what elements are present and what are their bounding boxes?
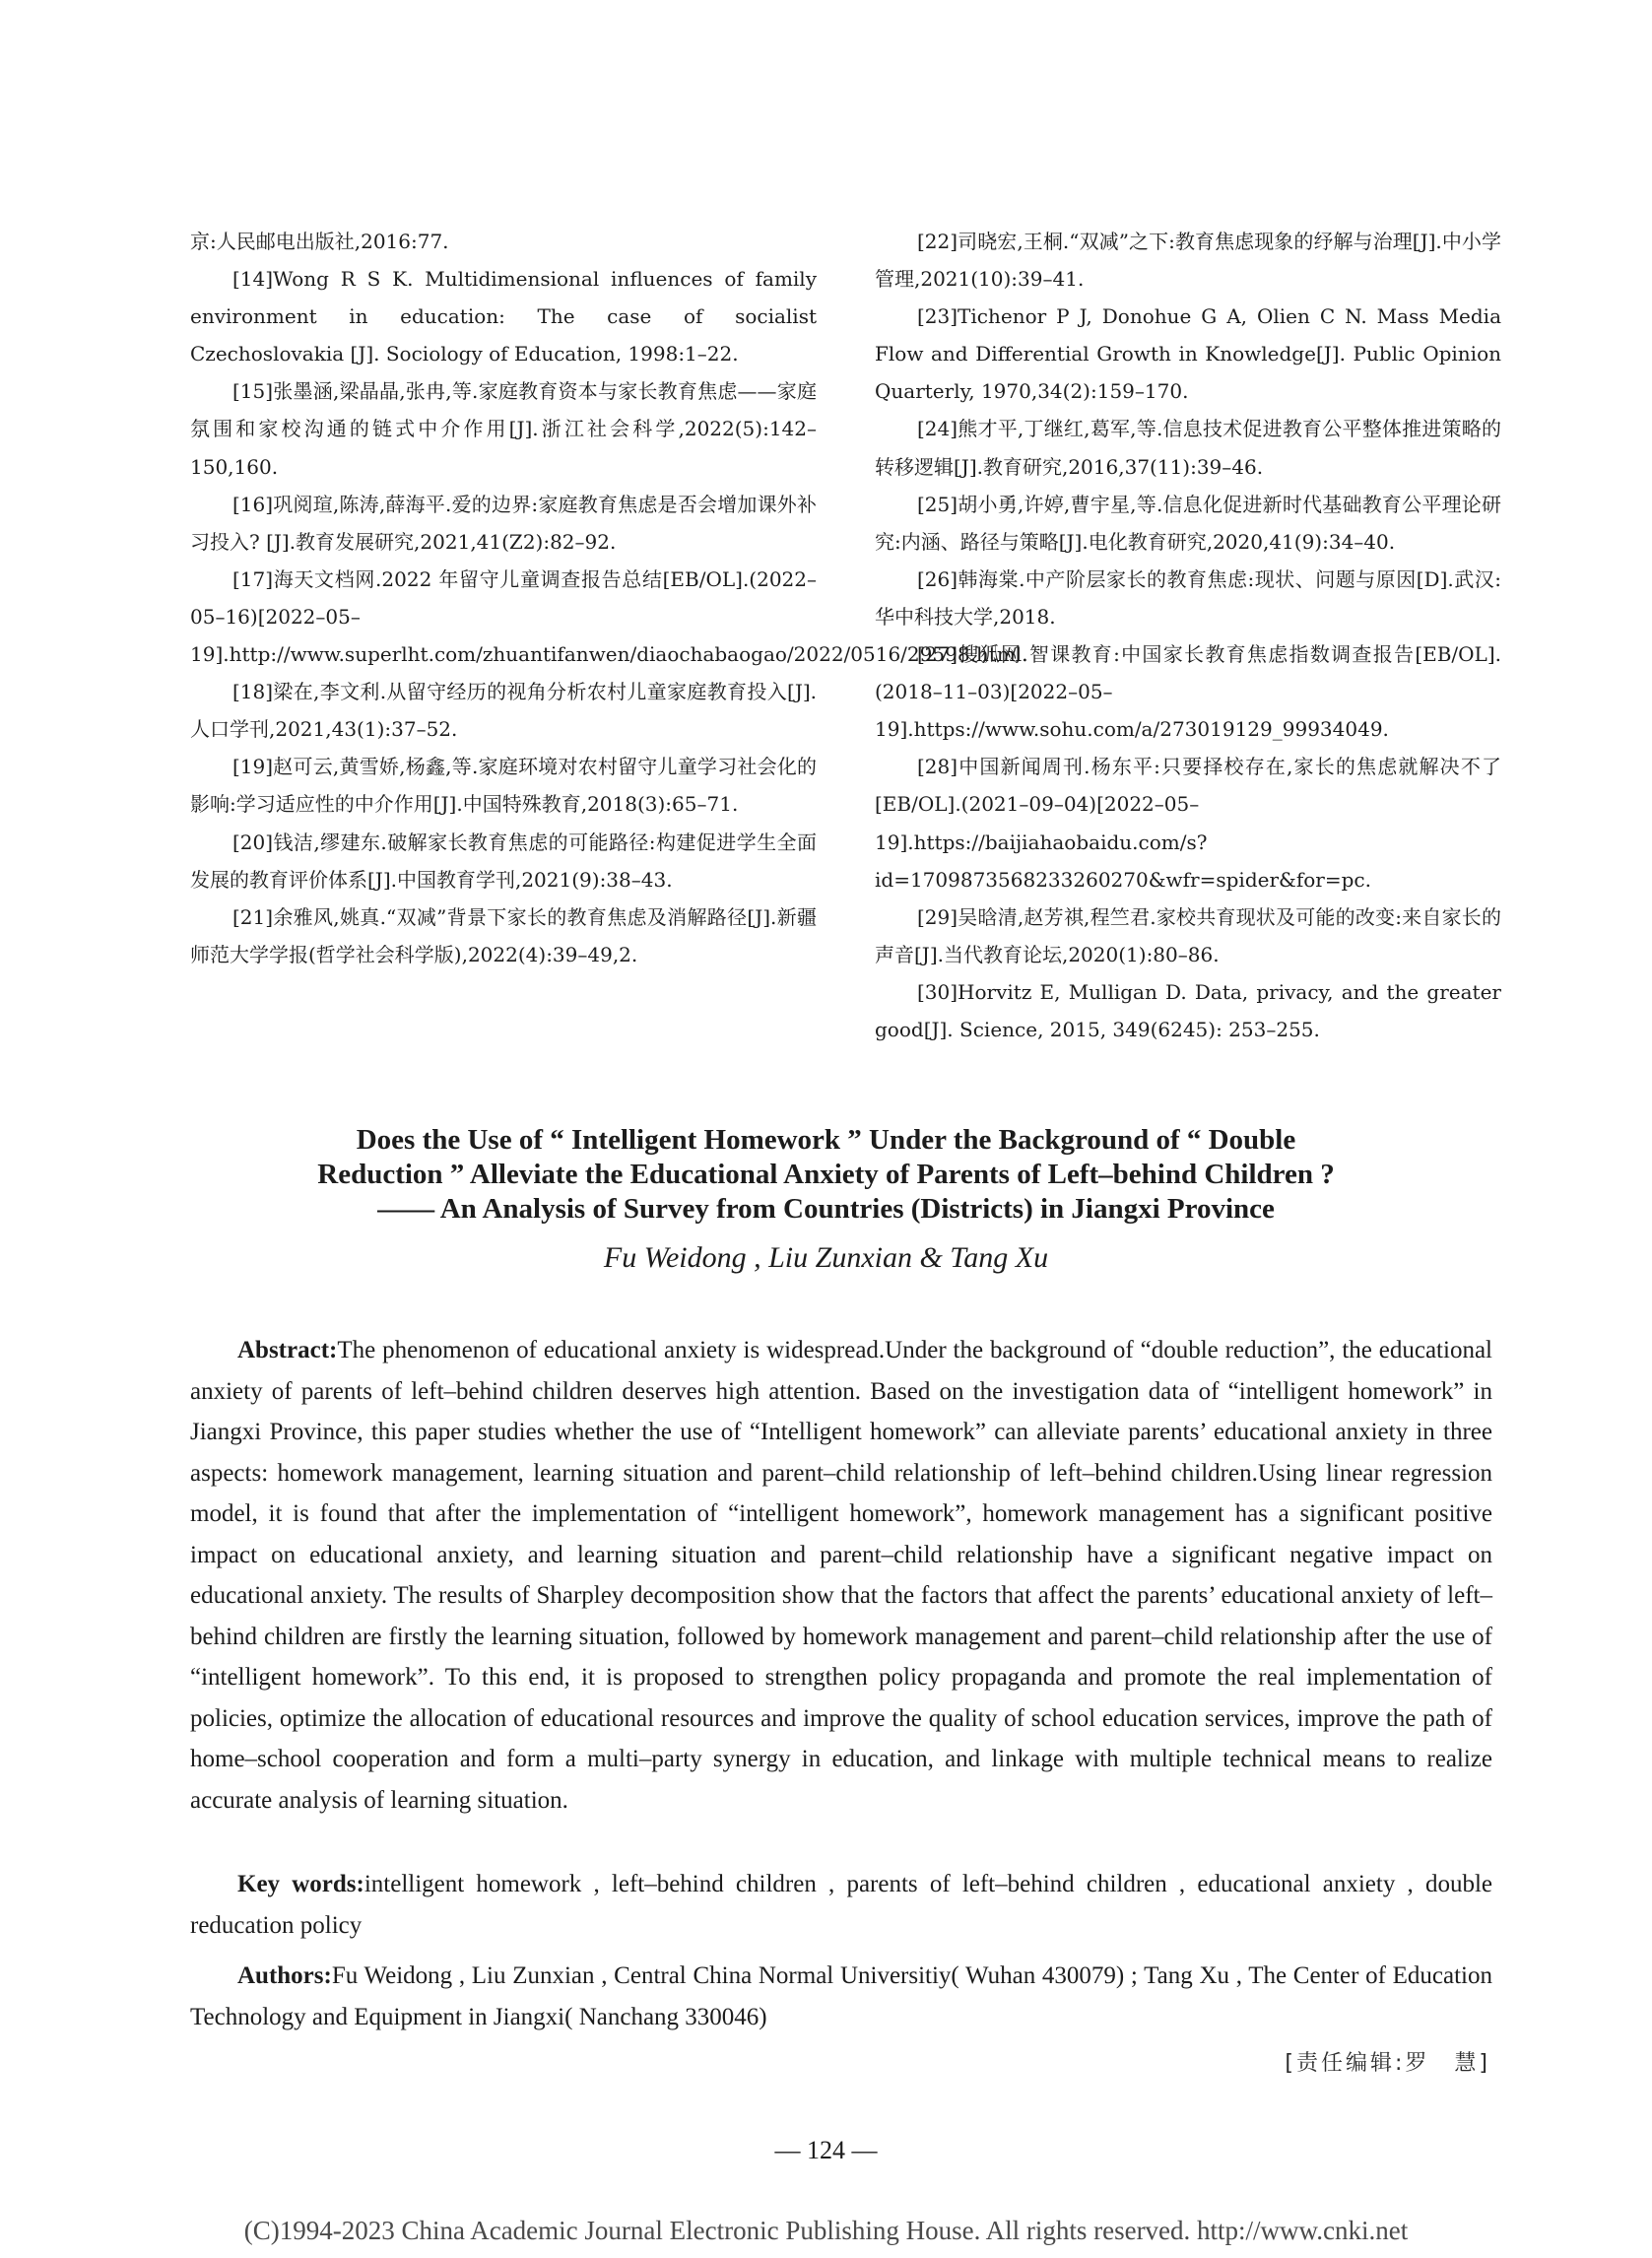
reference-entry: [20]钱洁,缪建东.破解家长教育焦虑的可能路径:构建促进学生全面发展的教育评价体系[J].中国教育学刊,2021(9):38–43. <box>190 830 817 892</box>
reference-entry: [25]胡小勇,许婷,曹宇星,等.信息化促进新时代基础教育公平理论研究:内涵、路径与策略[J].电化教育研究,2020,41(9):34–40. <box>875 492 1501 554</box>
keywords <box>190 1864 1492 1947</box>
reference-entry: [21]余雅风,姚真.“双减”背景下家长的教育焦虑及消解路径[J].新疆师范大学学报(哲学社会科学版),2022(4):39–49,2. <box>190 904 817 966</box>
authors-label: Authors: <box>237 1962 332 1989</box>
reference-entry: [24]熊才平,丁继红,葛军,等.信息技术促进教育公平整体推进策略的转移逻辑[J].教育研究,2016,37(11):39–46. <box>875 417 1501 479</box>
reference-entry: [19]赵可云,黄雪娇,杨鑫,等.家庭环境对农村留守儿童学习社会化的影响:学习适应性的中介作用[J].中国特殊教育,2018(3):65–71. <box>190 755 817 817</box>
abstract-text: The phenomenon of educational anxiety is widespread.Under the background of “double reduction”, the educational anxiety of parents of left–behind children deserves high attention. Based on the investigation data of “intelligent homework” in Jiangxi Province, this paper studies whether the use of “Intelligent homework” can alleviate parents’ educational anxiety in three aspects: homework management, learning situation and parent–child relationship of left–behind children.Using linear regression model, it is found that after the implementation of “intelligent homework”, homework management has a significant positive impact on educational anxiety, and learning situation and parent–child relationship have a significant negative impact on educational anxiety. The results of Sharpley decomposition show that the factors that affect the parents’ educational anxiety of left–behind children are firstly the learning situation, followed by homework management and parent–child relationship after the use of “intelligent homework”. To this end, it is proposed to strengthen policy propaganda and promote the real implementation of policies, optimize the allocation of educational resources and improve the quality of school education services, improve the path of home–school cooperation and form a multi–party synergy in education, and linkage with multiple technical means to realize accurate analysis of learning situation. <box>190 1337 1492 1814</box>
author-names: Fu Weidong , Liu Zunxian & Tang Xu <box>603 1241 1049 1274</box>
page-number: — 124 — <box>774 2136 878 2164</box>
author-affiliations <box>190 1956 1492 2038</box>
reference-entry: [29]吴晗清,赵芳祺,程竺君.家校共育现状及可能的改变:来自家长的声音[J].当代教育论坛,2020(1):80–86. <box>875 904 1501 966</box>
title-line-1: Does the Use of “ Intelligent Homework ” Under the Background of “ Double <box>356 1124 1296 1156</box>
reference-entry: [30]Horvitz E, Mulligan D. Data, privacy, and the greater good[J]. Science, 2015, 349(6245): 253–255. <box>875 979 1501 1041</box>
reference-entry: [17]海天文档网.2022 年留守儿童调查报告总结[EB/OL].(2022–05–16)[2022–05–19].http://www.superlht.com/zhuantifanwen/diaochabaogao/2022/0516/29598.html. <box>190 566 1028 667</box>
title-line-2: Reduction ” Alleviate the Educational Anxiety of Parents of Left–behind Children ? <box>317 1159 1335 1190</box>
keywords-text: intelligent homework , left–behind children , parents of left–behind children , educational anxiety , double reducation policy <box>190 1871 1492 1939</box>
reference-entry: [22]司晓宏,王桐.“双减”之下:教育焦虑现象的纾解与治理[J].中小学管理,2021(10):39–41. <box>875 230 1501 292</box>
responsible-editor: [责任编辑:罗 慧] <box>1285 2051 1490 2076</box>
reference-entry: [16]巩阅瑄,陈涛,薛海平.爱的边界:家庭教育焦虑是否会增加课外补习投入? [J].教育发展研究,2021,41(Z2):82–92. <box>190 492 817 554</box>
reference-entry: 京:人民邮电出版社,2016:77. <box>190 230 449 253</box>
reference-entry: [28]中国新闻周刊.杨东平:只要择校存在,家长的焦虑就解决不了[EB/OL].(2021–09–04)[2022–05–19].https://baijiahaobaidu.com/s?id=1709873568233260270&wfr=spider&for=pc. <box>875 755 1501 892</box>
abstract <box>190 1330 1492 1821</box>
reference-entry: [15]张墨涵,梁晶晶,张冉,等.家庭教育资本与家长教育焦虑——家庭氛围和家校沟通的链式中介作用[J].浙江社会科学,2022(5):142–150,160. <box>190 379 817 479</box>
reference-entry: [18]梁在,李文利.从留守经历的视角分析农村儿童家庭教育投入[J].人口学刊,2021,43(1):37–52. <box>190 680 817 742</box>
reference-entry: [26]韩海棠.中产阶层家长的教育焦虑:现状、问题与原因[D].武汉:华中科技大学,2018. <box>875 566 1501 629</box>
reference-entry: [27]搜狐网.智课教育:中国家长教育焦虑指数调查报告[EB/OL].(2018–11–03)[2022–05–19].https://www.sohu.com/a/273019129_99934049. <box>875 642 1501 742</box>
reference-entry: [23]Tichenor P J, Donohue G A, Olien C N. Mass Media Flow and Differential Growth in Knowledge[J]. Public Opinion Quarterly, 1970,34(2):159–170. <box>875 304 1501 404</box>
references-left-column <box>190 223 1028 973</box>
copyright-footer: (C)1994-2023 China Academic Journal Electronic Publishing House. All rights reserved. http://www.cnki.net <box>243 2216 1409 2245</box>
authors-text: Fu Weidong , Liu Zunxian , Central China Normal Universitiy( Wuhan 430079) ; Tang Xu , The Center of Education Technology and Equipment in Jiangxi( Nanchang 330046) <box>190 1962 1492 2030</box>
reference-entry: [14]Wong R S K. Multidimensional influences of family environment in education: The case of socialist Czechoslovakia [J]. Sociology of Education, 1998:1–22. <box>190 267 817 366</box>
english-title <box>118 1123 1534 1227</box>
abstract-label: Abstract: <box>237 1337 338 1363</box>
title-line-3: —— An Analysis of Survey from Countries (Districts) in Jiangxi Province <box>377 1193 1275 1225</box>
references-right-column <box>875 223 1501 1048</box>
keywords-label: Key words: <box>237 1871 364 1897</box>
